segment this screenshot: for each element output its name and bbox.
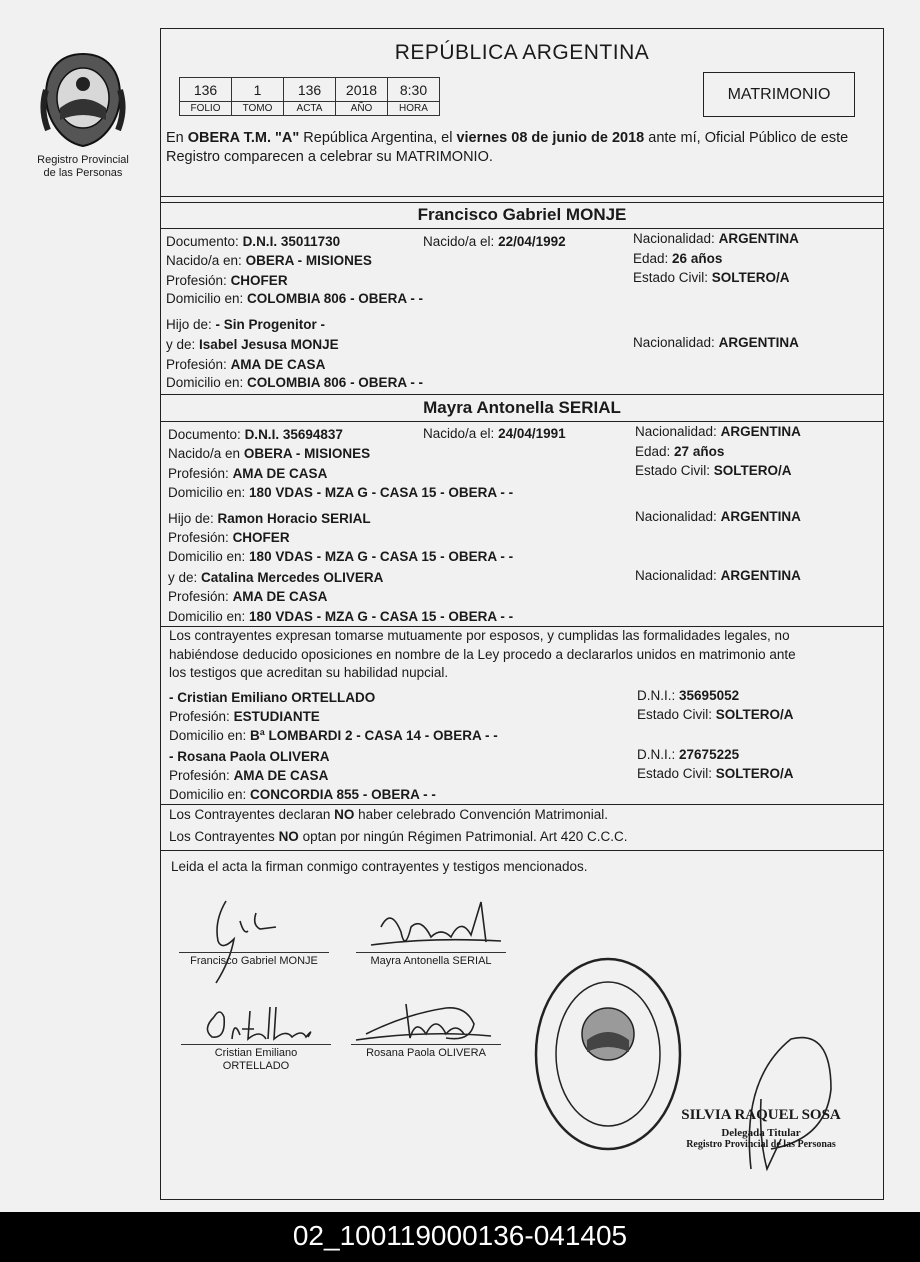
value: AMA DE CASA — [233, 768, 329, 783]
witness1-address — [169, 728, 498, 743]
intro-part: En — [166, 130, 188, 146]
value: 180 VDAS - MZA G - CASA 15 - OBERA - - — [249, 549, 514, 564]
divider — [161, 626, 883, 627]
spouse1-nationality — [633, 231, 799, 246]
text: Los Contrayentes declaran — [169, 807, 335, 822]
spouse1-mother-nationality — [633, 335, 799, 350]
signature-label-witness1-b: ORTELLADO — [222, 1060, 290, 1072]
spouse1-mother-profession — [166, 357, 325, 372]
label: Estado Civil: — [637, 707, 713, 722]
label: Profesión: — [168, 589, 229, 604]
page-title: REPÚBLICA ARGENTINA — [394, 41, 650, 64]
value: SOLTERO/A — [711, 270, 790, 285]
witness2-profession — [169, 768, 328, 783]
value: 26 años — [672, 251, 723, 266]
signature-label-witness1-a: Cristian Emiliano — [214, 1047, 298, 1059]
spouse2-civil-status — [635, 463, 792, 478]
value: - Cristian Emiliano ORTELLADO — [169, 690, 376, 705]
value: ESTUDIANTE — [233, 709, 320, 724]
label: D.N.I.: — [637, 688, 676, 703]
declaration-line3: los testigos que acreditan su habilidad nupcial. — [169, 665, 449, 680]
witness1-name — [169, 690, 375, 705]
value: 24/04/1991 — [498, 426, 566, 441]
act-type-box: MATRIMONIO — [703, 72, 855, 117]
signature-label-witness2: Rosana Paola OLIVERA — [366, 1047, 486, 1059]
acta-value: 136 — [284, 78, 336, 102]
value: AMA DE CASA — [230, 357, 326, 372]
signature-line — [356, 952, 506, 953]
logo-caption-line2: de las Personas — [43, 167, 123, 179]
hora-label: HORA — [388, 102, 440, 116]
province-seal-icon — [38, 50, 128, 150]
witness2-dni — [637, 747, 739, 762]
logo-caption-line1: Registro Provincial — [37, 154, 129, 166]
label: Nacido/a el: — [423, 426, 495, 441]
label: Profesión: — [168, 530, 229, 545]
value: CONCORDIA 855 - OBERA - - — [250, 787, 436, 802]
label: Hijo de: — [166, 317, 212, 332]
value: 27675225 — [679, 747, 740, 762]
signature-icon — [196, 999, 326, 1049]
witness2-name — [169, 749, 330, 764]
label: Nacionalidad: — [635, 509, 717, 524]
label: D.N.I.: — [637, 747, 676, 762]
registry-table — [179, 77, 440, 116]
label: Domicilio en: — [166, 375, 244, 390]
value: ARGENTINA — [718, 231, 799, 246]
anio-label: AÑO — [336, 102, 388, 116]
spouse2-birthplace — [168, 446, 370, 461]
text: NO — [278, 829, 299, 844]
act-frame — [160, 28, 884, 1200]
convention-line1 — [169, 807, 608, 822]
acta-label: ACTA — [284, 102, 336, 116]
value: COLOMBIA 806 - OBERA - - — [247, 291, 424, 306]
signature-line — [179, 952, 329, 953]
anio-value: 2018 — [336, 78, 388, 102]
convention-line2 — [169, 829, 628, 844]
value: SOLTERO/A — [715, 707, 794, 722]
text: optan por ningún Régimen Patrimonial. Art 420 C.C.C. — [298, 829, 628, 844]
label: Profesión: — [168, 466, 229, 481]
label: Hijo de: — [168, 511, 214, 526]
spouse2-age — [635, 444, 724, 459]
label: y de: — [166, 337, 196, 352]
witness2-address — [169, 787, 436, 802]
spouse1-mother-address — [166, 375, 423, 390]
registrar-office: Registro Provincial de las Personas — [686, 1139, 836, 1150]
signature-line — [351, 1044, 501, 1045]
value: Bª LOMBARDI 2 - CASA 14 - OBERA - - — [250, 728, 498, 743]
spouse2-father-profession — [168, 530, 290, 545]
spouse2-father-address — [168, 549, 513, 564]
declaration-line2: habiéndose deducido oposiciones en nombre de la Ley procedo a declararlos unidos en matrimonio ante — [169, 647, 796, 662]
intro-lugar: OBERA T.M. "A" — [187, 130, 300, 146]
text: NO — [334, 807, 355, 822]
hora-value: 8:30 — [388, 78, 440, 102]
value: OBERA - MISIONES — [245, 253, 372, 268]
label: Profesión: — [166, 357, 227, 372]
label: Documento: — [166, 234, 239, 249]
signature-line — [181, 1044, 331, 1045]
divider — [161, 421, 883, 422]
value: CHOFER — [232, 530, 290, 545]
value: 180 VDAS - MZA G - CASA 15 - OBERA - - — [249, 609, 514, 624]
value: 180 VDAS - MZA G - CASA 15 - OBERA - - — [249, 485, 514, 500]
value: SOLTERO/A — [715, 766, 794, 781]
label: Profesión: — [169, 709, 230, 724]
value: Catalina Mercedes OLIVERA — [201, 570, 384, 585]
value: ARGENTINA — [720, 509, 801, 524]
spouse2-document — [168, 427, 343, 442]
value: CHOFER — [230, 273, 288, 288]
witness2-civil-status — [637, 766, 794, 781]
intro-fecha: viernes 08 de junio de 2018 — [456, 130, 645, 146]
intro-part: ante mí, Oficial Público de este Registro comparecen a celebrar su MATRIMONIO. — [166, 130, 849, 165]
text: haber celebrado Convención Matrimonial. — [354, 807, 608, 822]
value: Ramon Horacio SERIAL — [217, 511, 371, 526]
label: Nacionalidad: — [635, 568, 717, 583]
spouse1-birthdate — [423, 234, 566, 249]
tomo-label: TOMO — [232, 102, 284, 116]
registry-logo — [28, 50, 138, 180]
divider — [161, 202, 883, 203]
folio-value: 136 — [180, 78, 232, 102]
label: Nacido/a el: — [423, 234, 495, 249]
spouse2-name: Mayra Antonella SERIAL — [423, 398, 621, 417]
intro-part: República Argentina, el — [299, 130, 457, 146]
spouse1-father — [166, 317, 325, 332]
value: AMA DE CASA — [232, 589, 328, 604]
spouse2-father — [168, 511, 371, 526]
value: D.N.I. 35011730 — [242, 234, 341, 249]
registrar-name: SILVIA RAQUEL SOSA — [681, 1107, 841, 1123]
value: 22/04/1992 — [498, 234, 566, 249]
divider — [161, 228, 883, 229]
value: - Rosana Paola OLIVERA — [169, 749, 330, 764]
document-code: 02_100119000136-041405 — [0, 1212, 920, 1262]
label: Nacionalidad: — [633, 231, 715, 246]
registrar-block — [661, 1107, 861, 1150]
witness1-civil-status — [637, 707, 794, 722]
label: Edad: — [633, 251, 669, 266]
divider — [161, 850, 883, 851]
registrar-role: Delegada Titular — [721, 1127, 801, 1139]
label: Domicilio en: — [166, 291, 244, 306]
intro-text — [166, 129, 880, 167]
signature-icon — [186, 891, 296, 986]
value: AMA DE CASA — [232, 466, 328, 481]
spouse1-birthplace — [166, 253, 372, 268]
declaration-line1: Los contrayentes expresan tomarse mutuamente por esposos, y cumplidas las formalidades legales, no — [169, 628, 790, 643]
label: Nacionalidad: — [635, 424, 717, 439]
spouse2-mother-nationality — [635, 568, 801, 583]
label: y de: — [168, 570, 198, 585]
value: ARGENTINA — [720, 568, 801, 583]
label: Estado Civil: — [635, 463, 711, 478]
value: OBERA - MISIONES — [243, 446, 371, 461]
text: Los Contrayentes — [169, 829, 279, 844]
divider — [161, 394, 883, 395]
spouse2-profession — [168, 466, 327, 481]
value: - Sin Progenitor - — [215, 317, 326, 332]
tomo-value: 1 — [232, 78, 284, 102]
spouse1-address — [166, 291, 423, 306]
label: Domicilio en: — [169, 787, 247, 802]
spouse2-birthdate — [423, 426, 566, 441]
label: Edad: — [635, 444, 671, 459]
value: D.N.I. 35694837 — [244, 427, 343, 442]
spouse2-father-nationality — [635, 509, 801, 524]
value: 35695052 — [679, 688, 740, 703]
label: Domicilio en: — [168, 485, 246, 500]
spouse1-mother — [166, 337, 339, 352]
witness1-dni — [637, 688, 739, 703]
signature-statement: Leida el acta la firman conmigo contrayentes y testigos mencionados. — [171, 859, 588, 874]
spouse1-age — [633, 251, 722, 266]
spouse1-name: Francisco Gabriel MONJE — [417, 205, 627, 224]
label: Domicilio en: — [168, 549, 246, 564]
signature-label-spouse1: Francisco Gabriel MONJE — [190, 955, 318, 967]
spouse1-document — [166, 234, 340, 249]
signature-label-spouse2: Mayra Antonella SERIAL — [370, 955, 492, 967]
spouse2-mother-profession — [168, 589, 327, 604]
spouse1-civil-status — [633, 270, 790, 285]
value: 27 años — [674, 444, 725, 459]
divider — [161, 196, 883, 197]
value: Isabel Jesusa MONJE — [199, 337, 339, 352]
spouse2-mother — [168, 570, 383, 585]
value: ARGENTINA — [720, 424, 801, 439]
label: Estado Civil: — [633, 270, 709, 285]
folio-label: FOLIO — [180, 102, 232, 116]
value: ARGENTINA — [718, 335, 799, 350]
spouse2-address — [168, 485, 513, 500]
spouse2-nationality — [635, 424, 801, 439]
witness1-profession — [169, 709, 320, 724]
signature-icon — [721, 1019, 841, 1179]
divider — [161, 804, 883, 805]
label: Documento: — [168, 427, 241, 442]
label: Estado Civil: — [637, 766, 713, 781]
label: Domicilio en: — [168, 609, 246, 624]
value: SOLTERO/A — [713, 463, 792, 478]
label: Domicilio en: — [169, 728, 247, 743]
spouse1-profession — [166, 273, 288, 288]
value: COLOMBIA 806 - OBERA - - — [247, 375, 424, 390]
signature-icon — [346, 994, 496, 1054]
label: Nacido/a en — [168, 446, 241, 461]
label: Profesión: — [169, 768, 230, 783]
label: Nacido/a en: — [166, 253, 242, 268]
spouse2-mother-address — [168, 609, 513, 624]
label: Profesión: — [166, 273, 227, 288]
label: Nacionalidad: — [633, 335, 715, 350]
